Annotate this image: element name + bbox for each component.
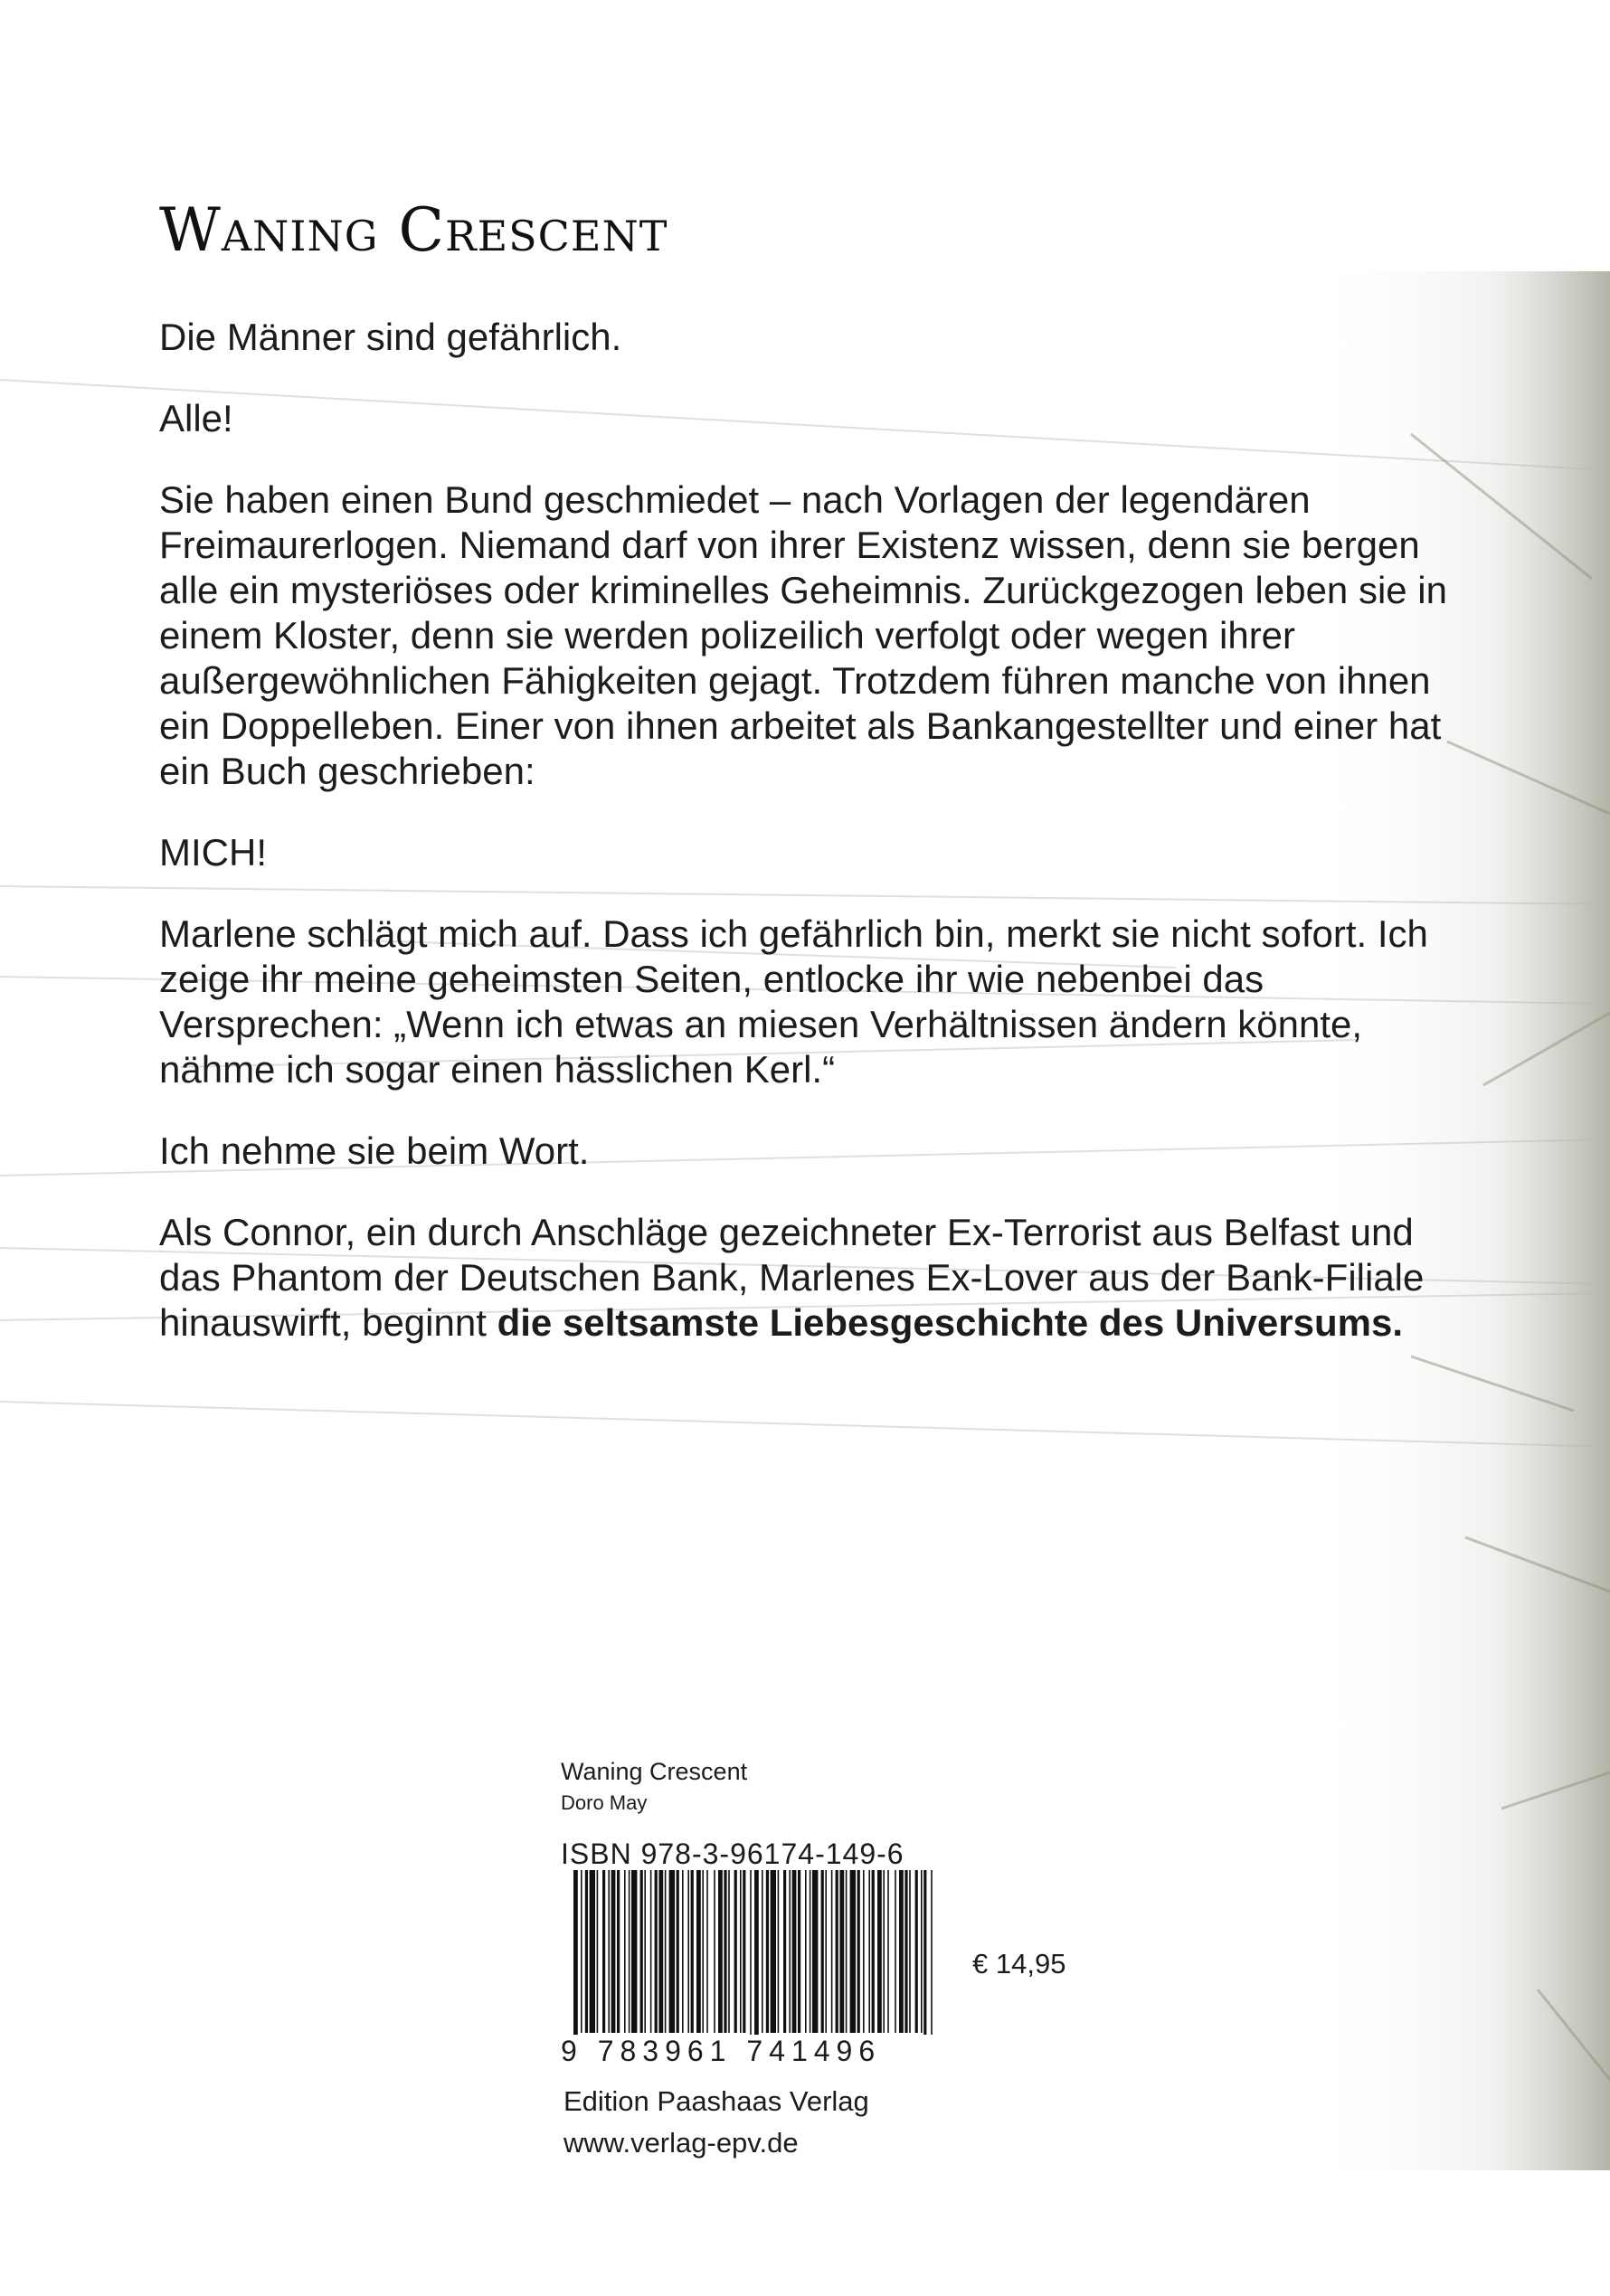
barcode-bar [677, 1870, 679, 2033]
barcode-bar [740, 1870, 742, 2033]
barcode-bar [877, 1870, 882, 2033]
barcode-bar [629, 1870, 630, 2033]
barcode-bar [665, 1870, 667, 2033]
blurb-paragraph-2: Alle! [159, 397, 233, 439]
barcode-bar [669, 1870, 675, 2033]
blurb-paragraph-7-bold: die seltsamste Liebesgeschichte des Universums. [497, 1301, 1403, 1344]
isbn-label: ISBN 978-3-96174-149-6 [561, 1838, 904, 1870]
barcode-bar [743, 1870, 745, 2033]
barcode-bar [883, 1870, 885, 2033]
barcode-bar [821, 1870, 824, 2033]
barcode-bar [857, 1870, 860, 2033]
barcode-bar [734, 1870, 737, 2033]
barcode-bar [931, 1870, 933, 2051]
blurb-paragraph-3: Sie haben einen Bund geschmiedet – nach Vorlagen der legendären Freimaurerlogen. Niemand darf von ihrer Existenz wissen, denn sie bergen alle ein mysteriöses oder kriminelles Geheimnis. Zurückgezogen leben sie in einem Kloster, denn sie werden polizeilich verfolgt oder wegen ihrer außergewöhnlichen Fähigkeiten gejagt. Trotzdem führen manche von ihnen ein Doppelleben. Einer von ihnen arbeitet als Bankangestellter und einer hat ein Buch geschrieben: [159, 478, 1448, 792]
barcode-bar [921, 1870, 923, 2033]
barcode-bar [762, 1870, 763, 2033]
barcode-bar [597, 1870, 599, 2033]
barcode-bar [718, 1870, 723, 2033]
barcode-bar [714, 1870, 715, 2033]
barcode-bar [923, 1870, 926, 2051]
barcode-bar [706, 1870, 708, 2033]
barcode-bar [805, 1870, 807, 2033]
barcode-bar [812, 1870, 818, 2033]
barcode-bar [573, 1870, 578, 2051]
book-info-author: Doro May [561, 1791, 648, 1814]
barcode-digits: 9 783961 741496 [561, 2035, 941, 2067]
barcode-bar [624, 1870, 626, 2033]
barcode-bar [696, 1870, 701, 2033]
barcode-bar [783, 1870, 786, 2033]
barcode [561, 1870, 941, 2069]
blurb-paragraph-7-text: Als Connor, ein durch Anschläge gezeichneter Ex-Terrorist aus Belfast und das Phantom der Deutschen Bank, Marlenes Ex-Lover aus der Bank-Filiale hinauswirft, beginnt [159, 1211, 1425, 1344]
barcode-bar [602, 1870, 605, 2033]
barcode-bar [728, 1870, 730, 2033]
barcode-bar [611, 1870, 616, 2033]
barcode-bar [687, 1870, 689, 2033]
blurb-paragraph-6: Ich nehme sie beim Wort. [159, 1129, 590, 1172]
back-cover-text [159, 190, 1480, 1382]
barcode-bar [831, 1870, 833, 2033]
barcode-bar [590, 1870, 595, 2033]
barcode-bar [846, 1870, 848, 2033]
barcode-bar [631, 1870, 637, 2033]
book-info [561, 1758, 904, 1870]
blurb-paragraph-7 [159, 1210, 1480, 1346]
barcode-bar [655, 1870, 658, 2033]
barcode-bar [810, 1870, 811, 2033]
barcode-bar [915, 1870, 918, 2033]
barcode-bar [640, 1870, 643, 2033]
barcode-bar [682, 1870, 684, 2033]
barcode-bar [868, 1870, 870, 2033]
barcode-bar [904, 1870, 907, 2033]
barcode-bar [650, 1870, 652, 2033]
barcode-bar [798, 1870, 800, 2033]
publisher-website: www.verlag-epv.de [564, 2127, 799, 2159]
barcode-bar [658, 1870, 663, 2033]
publisher-name: Edition Paashaas Verlag [564, 2085, 869, 2117]
book-info-title: Waning Crescent [561, 1758, 748, 1785]
barcode-bar [691, 1870, 694, 2033]
barcode-bar [750, 1870, 752, 2051]
barcode-bar [771, 1870, 776, 2033]
barcode-bar [644, 1870, 646, 2033]
price: € 14,95 [972, 1948, 1066, 1979]
barcode-bar [792, 1870, 797, 2033]
barcode-bar [608, 1870, 610, 2033]
barcode-bar [766, 1870, 769, 2033]
barcode-bar [863, 1870, 865, 2033]
barcode-bar [702, 1870, 704, 2033]
barcode-bar [836, 1870, 838, 2033]
barcode-bar [585, 1870, 588, 2033]
barcode-bar [887, 1870, 889, 2033]
barcode-bar [581, 1870, 582, 2033]
blurb-paragraph-1: Die Männer sind gefährlich. [159, 316, 622, 358]
barcode-bar [872, 1870, 875, 2033]
barcode-bar [617, 1870, 620, 2033]
blurb-paragraph-5: Marlene schlägt mich auf. Dass ich gefährlich bin, merkt sie nicht sofort. Ich zeige ihr meine geheimsten Seiten, entlocke ihr wie nebenbei das Versprechen: „Wenn ich etwas an miesen Verhältnissen ändern könnte, nähme ich sogar einen hässlichen Kerl.“ [159, 912, 1428, 1091]
barcode-bar [895, 1870, 896, 2033]
barcode-bar [778, 1870, 780, 2033]
publisher-info [564, 2084, 869, 2168]
book-title-heading: Waning Crescent [159, 195, 668, 265]
barcode-bar [789, 1870, 791, 2033]
barcode-bar [754, 1870, 759, 2051]
barcode-bar [724, 1870, 726, 2033]
barcode-bar [825, 1870, 827, 2033]
barcode-bar [839, 1870, 844, 2033]
blurb-paragraph-4: MICH! [159, 831, 267, 874]
barcode-bar [899, 1870, 904, 2033]
barcode-bar [850, 1870, 856, 2033]
barcode-bar [909, 1870, 911, 2033]
